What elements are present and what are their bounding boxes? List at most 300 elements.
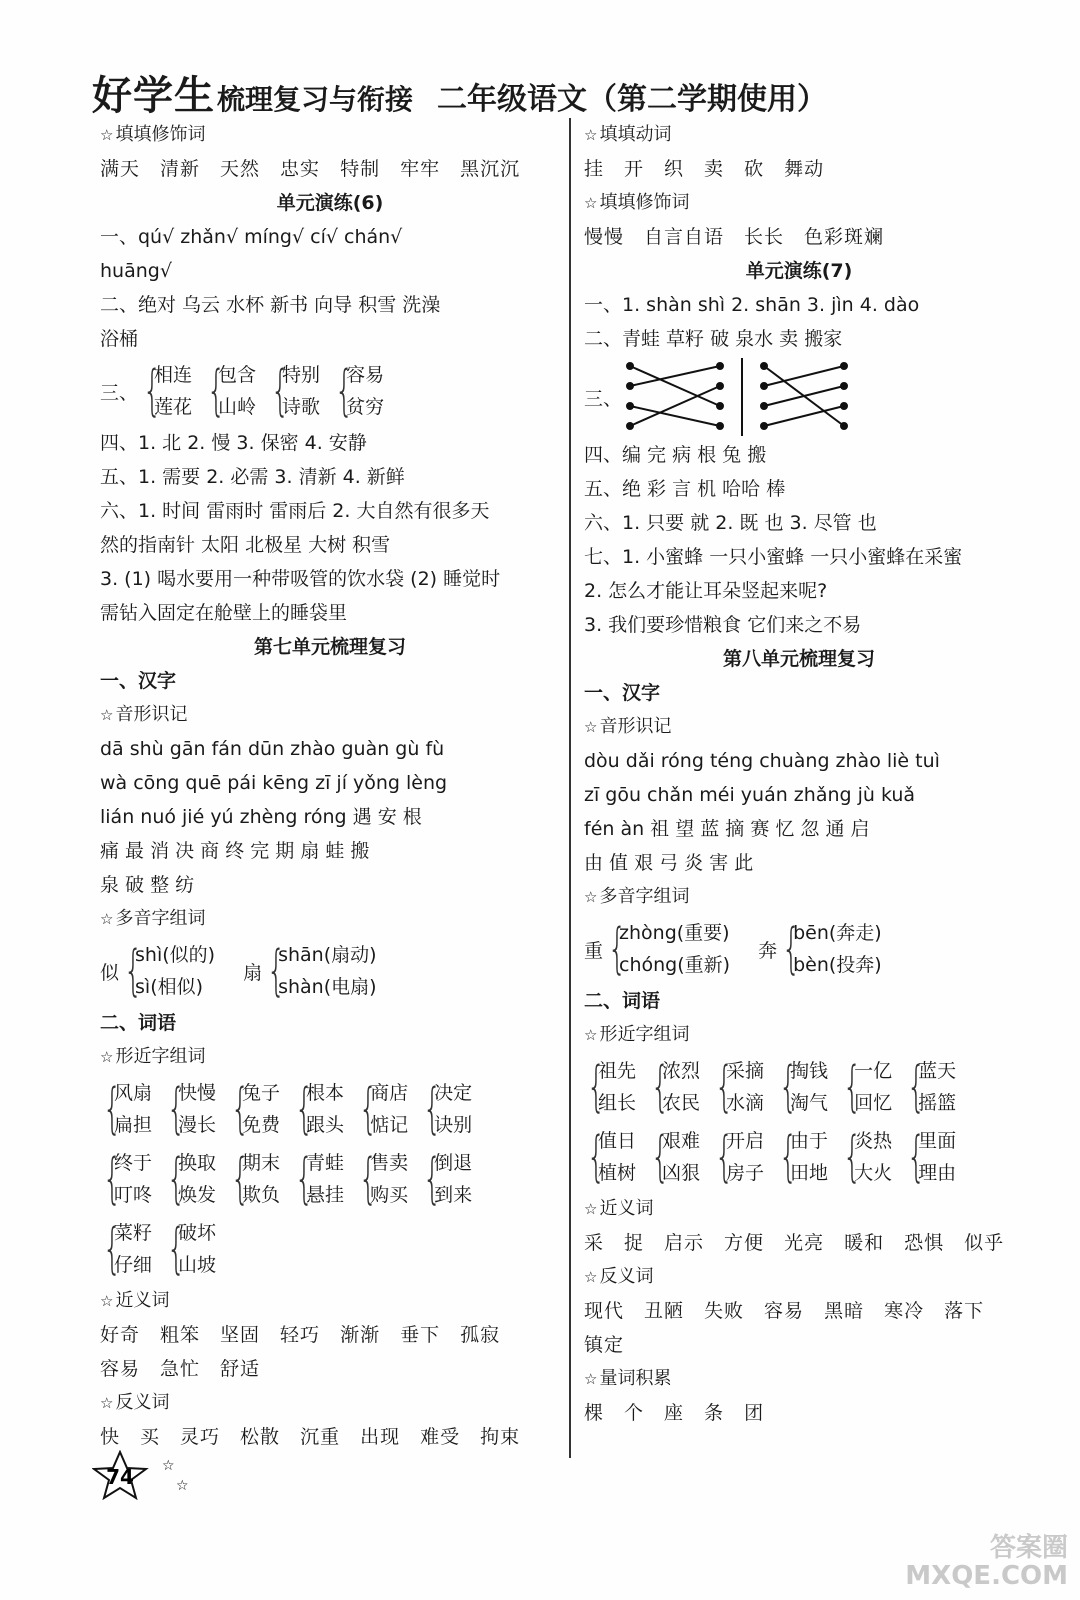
brace-icon: { — [102, 1217, 122, 1280]
pair-word: bēn(奔走) — [793, 922, 882, 944]
brace-icon: { — [714, 1125, 734, 1188]
answer-line: 3. (1) 喝水要用一种带吸管的饮水袋 (2) 睡觉时 — [100, 568, 501, 590]
word: 灵巧 — [180, 1426, 221, 1448]
word-list — [584, 1294, 1014, 1328]
pinyin-line: zī gōu chǎn méi yuán zhǎng jù kuǎ — [584, 784, 916, 806]
pair-word: 一亿 — [854, 1060, 893, 1082]
word: 坚固 — [220, 1324, 261, 1346]
word-list — [584, 1226, 1014, 1260]
pair-word: 悬挂 — [306, 1184, 345, 1206]
pair-word: 换取 — [178, 1152, 217, 1174]
char-line: 痛 最 消 决 商 终 完 期 扇 蛙 搬 — [100, 840, 370, 862]
star-icon: ☆ — [584, 126, 598, 144]
page-number: 74 — [106, 1465, 134, 1489]
pair-word: 容易 — [346, 364, 385, 386]
column-divider — [569, 118, 571, 1458]
word: 特制 — [340, 158, 381, 180]
pinyin-line: dòu dǎi róng téng chuàng zhào liè tuì — [584, 750, 940, 772]
word: 捉 — [624, 1232, 645, 1254]
pair-word: 特别 — [282, 364, 321, 386]
brand-subtitle: 梳理复习与衔接 — [217, 83, 414, 116]
unit-title: 第七单元梳理复习 — [253, 636, 406, 658]
brace-icon: { — [586, 1055, 606, 1118]
watermark-logo: 答案圈 — [989, 1533, 1068, 1563]
pair-word: 祖先 — [598, 1060, 637, 1082]
brace-icon: { — [334, 359, 354, 422]
word: 垂下 — [400, 1324, 441, 1346]
pair-word: 叮咚 — [114, 1184, 153, 1206]
word-pair — [164, 1217, 216, 1281]
word-list — [584, 1328, 1014, 1362]
brace-icon: { — [778, 1125, 798, 1188]
word: 黑暗 — [824, 1300, 865, 1322]
pinyin-line: dā shù gān fán dūn zhào guàn gù fù — [100, 738, 445, 760]
brace-icon: { — [422, 1077, 442, 1140]
star-icon: ☆ — [584, 1370, 598, 1388]
pair-word: 摇篮 — [918, 1092, 957, 1114]
brace-icon: { — [422, 1147, 442, 1210]
word: 方便 — [724, 1232, 765, 1254]
brace-groups — [100, 1144, 560, 1214]
char-line: 由 值 艰 弓 炎 害 此 — [584, 852, 754, 874]
word-pair — [712, 1125, 764, 1189]
word: 出现 — [360, 1426, 401, 1448]
brace-icon: { — [781, 917, 801, 980]
star-icon: ☆ — [584, 1268, 598, 1286]
section-heading: ☆ 反义词 — [100, 1392, 170, 1413]
word: 座 — [664, 1402, 685, 1424]
word-pair — [356, 1077, 408, 1141]
answer-line: 七、1. 小蜜蜂 一只小蜜蜂 一只小蜜蜂在采蜜 — [584, 546, 963, 568]
star-icon: ☆ — [100, 910, 114, 928]
brace-icon: { — [230, 1077, 250, 1140]
answer-line: huāng√ — [100, 260, 172, 282]
answer-line: 需钻入固定在舱壁上的睡袋里 — [100, 602, 348, 624]
star-icon: ☆ — [100, 1394, 114, 1412]
pair-word: 诗歌 — [282, 396, 321, 418]
word-pair — [840, 1055, 892, 1119]
word-pair — [904, 1055, 956, 1119]
section-heading: ☆ 音形识记 — [584, 716, 672, 737]
right-column — [584, 118, 1014, 1430]
pair-word: 山岭 — [218, 396, 257, 418]
pair-word: 农民 — [662, 1092, 701, 1114]
grade-title: 二年级语文（第二学期使用） — [437, 82, 828, 117]
brand-title: 好学生 — [92, 72, 215, 119]
pair-word: 掏钱 — [790, 1060, 829, 1082]
pair-word: 购买 — [370, 1184, 409, 1206]
word-list — [100, 1352, 560, 1386]
pair-word: 扁担 — [114, 1114, 153, 1136]
unit-title: 单元演练(6) — [276, 192, 384, 214]
word: 牢牢 — [400, 158, 441, 180]
star-icon: ☆ — [100, 706, 114, 724]
pair-word: zhòng(重要) — [619, 922, 730, 944]
section-heading: ☆ 反义词 — [584, 1266, 654, 1287]
brace-icon: { — [842, 1125, 862, 1188]
answer-line: 四、编 完 病 根 兔 搬 — [584, 444, 767, 466]
pair-word: 破坏 — [178, 1222, 217, 1244]
pair-word: 蓝天 — [918, 1060, 957, 1082]
word: 难受 — [420, 1426, 461, 1448]
pair-word: 凶狠 — [662, 1162, 701, 1184]
pair-word: 艰难 — [662, 1130, 701, 1152]
pair-word: bèn(投奔) — [793, 954, 882, 976]
word: 暖和 — [844, 1232, 885, 1254]
pair-word: 售卖 — [370, 1152, 409, 1174]
brace-row — [100, 356, 560, 426]
word: 松散 — [240, 1426, 281, 1448]
small-star-icon: ☆ — [176, 1478, 189, 1494]
word-pair — [420, 1077, 472, 1141]
section-title: 二、词语 — [584, 990, 661, 1012]
word-pair — [584, 1125, 636, 1189]
pair-word: 商店 — [370, 1082, 409, 1104]
word: 似乎 — [964, 1232, 1005, 1254]
unit-title: 单元演练(7) — [745, 260, 853, 282]
brace-icon: { — [714, 1055, 734, 1118]
section-heading: ☆ 形近字组词 — [584, 1024, 690, 1045]
polyphone-char: 奔 — [758, 939, 778, 962]
brace-icon: { — [166, 1147, 186, 1210]
word: 拘束 — [480, 1426, 521, 1448]
brace-icon: { — [142, 359, 162, 422]
word-list — [584, 220, 1014, 254]
star-icon: ☆ — [100, 126, 114, 144]
answer-line: 浴桶 — [100, 328, 139, 350]
word: 粗笨 — [160, 1324, 201, 1346]
word-pair — [140, 359, 192, 423]
word: 买 — [140, 1426, 161, 1448]
section-heading: ☆ 填填修饰词 — [100, 124, 206, 145]
brace-icon: { — [358, 1077, 378, 1140]
word: 色彩斑斓 — [804, 226, 885, 248]
pair-word: 快慢 — [178, 1082, 217, 1104]
answer-line: 五、绝 彩 言 机 哈哈 棒 — [584, 478, 786, 500]
pair-word: 浓烈 — [662, 1060, 701, 1082]
word-pair — [356, 1147, 408, 1211]
word: 条 — [704, 1402, 725, 1424]
word: 沉重 — [300, 1426, 341, 1448]
pair-word: 相连 — [154, 364, 193, 386]
pair-word: 房子 — [726, 1162, 765, 1184]
brace-icon: { — [230, 1147, 250, 1210]
word: 好奇 — [100, 1324, 141, 1346]
pair-word: 兔子 — [242, 1082, 281, 1104]
word-list — [100, 152, 560, 186]
star-icon: ☆ — [100, 1292, 114, 1310]
brace-icon: { — [266, 939, 286, 1002]
section-heading: ☆ 近义词 — [100, 1290, 170, 1311]
word-pair — [204, 359, 256, 423]
pair-word: 莲花 — [154, 396, 193, 418]
pair-word: 焕发 — [178, 1184, 217, 1206]
brace-icon: { — [270, 359, 290, 422]
pair-word: 由于 — [790, 1130, 829, 1152]
word-pair — [648, 1055, 700, 1119]
word: 渐渐 — [340, 1324, 381, 1346]
pinyin-line: lián nuó jié yú zhèng róng 遇 安 根 — [100, 806, 422, 828]
answer-line: 3. 我们要珍惜粮食 它们来之不易 — [584, 614, 862, 636]
word-pair — [164, 1077, 216, 1141]
word: 采 — [584, 1232, 605, 1254]
word: 快 — [100, 1426, 121, 1448]
word: 容易 — [100, 1358, 141, 1380]
match-line — [630, 406, 720, 426]
polyphone-char: 扇 — [243, 961, 263, 984]
star-icon: ☆ — [584, 1026, 598, 1044]
word-pair — [712, 1055, 764, 1119]
watermark — [905, 1534, 1068, 1590]
word: 织 — [664, 158, 685, 180]
pair-word: 跟头 — [306, 1114, 345, 1136]
brace-icon: { — [607, 917, 627, 980]
section-title: 一、汉字 — [584, 682, 661, 704]
brace-groups — [584, 1122, 1014, 1192]
word-pair — [100, 1147, 152, 1211]
word: 团 — [744, 1402, 765, 1424]
pair-word: 到来 — [434, 1184, 473, 1206]
pair-word: 诀别 — [434, 1114, 473, 1136]
section-heading: ☆ 量词积累 — [584, 1368, 672, 1389]
section-heading: ☆ 音形识记 — [100, 704, 188, 725]
star-icon: ☆ — [584, 888, 598, 906]
pair-word: 包含 — [218, 364, 257, 386]
brace-icon: { — [906, 1125, 926, 1188]
brace-groups — [100, 1214, 560, 1284]
word: 自言自语 — [644, 226, 725, 248]
word-pair — [648, 1125, 700, 1189]
star-icon: ☆ — [584, 194, 598, 212]
word-pair — [292, 1077, 344, 1141]
word: 舒适 — [220, 1358, 261, 1380]
pair-word: 根本 — [306, 1082, 345, 1104]
brace-icon: { — [586, 1125, 606, 1188]
word: 现代 — [584, 1300, 625, 1322]
word: 满天 — [100, 158, 141, 180]
answer-line: 然的指南针 太阳 北极星 大树 积雪 — [100, 534, 391, 556]
unit-title: 第八单元梳理复习 — [722, 648, 875, 670]
match-line — [630, 366, 720, 386]
word-pair — [100, 939, 215, 1003]
word-pair — [776, 1055, 828, 1119]
word-pair — [292, 1147, 344, 1211]
word-list — [584, 152, 1014, 186]
word: 个 — [624, 1402, 645, 1424]
pair-word: shì(似的) — [135, 944, 216, 966]
brace-icon: { — [294, 1147, 314, 1210]
star-icon: ☆ — [584, 1200, 598, 1218]
brace-icon: { — [358, 1147, 378, 1210]
word-pair — [243, 939, 376, 1003]
pair-word: 水滴 — [726, 1092, 765, 1114]
pair-word: 菜籽 — [114, 1222, 153, 1244]
pair-word: 终于 — [114, 1152, 153, 1174]
match-line — [764, 386, 844, 406]
pair-word: 漫长 — [178, 1114, 217, 1136]
pair-word: 决定 — [434, 1082, 473, 1104]
word-pair — [228, 1147, 280, 1211]
answer-line: 一、1. shàn shì 2. shān 3. jìn 4. dào — [584, 294, 920, 316]
polyphone-row — [100, 936, 560, 1006]
pair-word: 欺负 — [242, 1184, 281, 1206]
word: 启示 — [664, 1232, 705, 1254]
answer-line: 六、1. 只要 就 2. 既 也 3. 尽管 也 — [584, 512, 877, 534]
question-label: 三、 — [100, 381, 139, 404]
word-pair — [584, 1055, 636, 1119]
page-number-star — [92, 1450, 192, 1500]
polyphone-char: 似 — [100, 961, 120, 984]
polyphone-row — [584, 914, 1014, 984]
word-pair — [100, 1217, 152, 1281]
brace-icon: { — [778, 1055, 798, 1118]
char-line: 泉 破 整 纺 — [100, 874, 195, 896]
star-icon: ☆ — [584, 718, 598, 736]
pair-word: 采摘 — [726, 1060, 765, 1082]
answer-line: 2. 怎么才能让耳朵竖起来呢? — [584, 580, 828, 602]
pair-word: chóng(重新) — [619, 954, 731, 976]
brace-icon: { — [166, 1077, 186, 1140]
brace-icon: { — [842, 1055, 862, 1118]
word-list — [100, 1420, 560, 1454]
pair-word: 仔细 — [114, 1254, 153, 1276]
pair-word: 淘气 — [790, 1092, 829, 1114]
pair-word: 开启 — [726, 1130, 765, 1152]
pair-word: 植树 — [598, 1162, 637, 1184]
watermark-url: MXQE.COM — [905, 1561, 1068, 1591]
pair-word: 期末 — [242, 1152, 281, 1174]
word-pair — [164, 1147, 216, 1211]
section-title: 一、汉字 — [100, 670, 177, 692]
pair-word: 大火 — [854, 1162, 893, 1184]
answer-line: 五、1. 需要 2. 必需 3. 清新 4. 新鲜 — [100, 466, 405, 488]
small-star-icon: ☆ — [162, 1458, 175, 1474]
section-heading: ☆ 多音字组词 — [584, 886, 690, 907]
pair-word: 理由 — [918, 1162, 957, 1184]
answer-line: 六、1. 时间 雷雨时 雷雨后 2. 大自然有很多天 — [100, 500, 490, 522]
word: 砍 — [744, 158, 765, 180]
word: 棵 — [584, 1402, 605, 1424]
word: 黑沉沉 — [460, 158, 521, 180]
match-line — [630, 366, 720, 406]
pair-word: 惦记 — [370, 1114, 409, 1136]
word-pair — [420, 1147, 472, 1211]
pair-word: 里面 — [918, 1130, 957, 1152]
section-heading: ☆ 填填动词 — [584, 124, 672, 145]
section-heading: ☆ 形近字组词 — [100, 1046, 206, 1067]
word: 失败 — [704, 1300, 745, 1322]
word: 落下 — [944, 1300, 985, 1322]
page-header — [92, 64, 852, 119]
word: 孤寂 — [460, 1324, 501, 1346]
word-list — [584, 1396, 1014, 1430]
star-icon: ☆ — [100, 1048, 114, 1066]
matching-lines — [624, 356, 854, 438]
brace-icon: { — [166, 1217, 186, 1280]
brace-icon: { — [102, 1077, 122, 1140]
left-column — [100, 118, 560, 1454]
brace-groups — [140, 359, 396, 423]
pair-word: 倒退 — [434, 1152, 473, 1174]
pinyin-line: wà cōng quē pái kēng zī jí yǒng lèng — [100, 772, 448, 794]
pair-word: shàn(电扇) — [278, 976, 377, 998]
page-footer — [92, 1450, 192, 1500]
section-heading: ☆ 填填修饰词 — [584, 192, 690, 213]
brace-icon: { — [906, 1055, 926, 1118]
word: 慢慢 — [584, 226, 625, 248]
answer-line: 四、1. 北 2. 慢 3. 保密 4. 安静 — [100, 432, 367, 454]
word-pair — [228, 1077, 280, 1141]
word: 开 — [624, 158, 645, 180]
answer-line: 一、qú√ zhǎn√ míng√ cí√ chán√ — [100, 226, 403, 248]
pair-word: 炎热 — [854, 1130, 893, 1152]
pair-word: 田地 — [790, 1162, 829, 1184]
word: 长长 — [744, 226, 785, 248]
pair-word: 风扇 — [114, 1082, 153, 1104]
word: 寒冷 — [884, 1300, 925, 1322]
pair-word: 山坡 — [178, 1254, 217, 1276]
word-pair — [268, 359, 320, 423]
word: 急忙 — [160, 1358, 201, 1380]
pinyin-line: fén àn 祖 望 蓝 摘 赛 忆 忽 通 启 — [584, 818, 870, 840]
pair-word: 回忆 — [854, 1092, 893, 1114]
word: 卖 — [704, 158, 725, 180]
word: 恐惧 — [904, 1232, 945, 1254]
word: 光亮 — [784, 1232, 825, 1254]
word-pair — [584, 917, 730, 981]
brace-icon: { — [206, 359, 226, 422]
pair-word: sì(相似) — [135, 976, 204, 998]
brace-icon: { — [650, 1055, 670, 1118]
pair-word: 组长 — [598, 1092, 637, 1114]
word-pair — [332, 359, 384, 423]
section-title: 二、词语 — [100, 1012, 177, 1034]
word: 忠实 — [280, 158, 321, 180]
pair-word: shān(扇动) — [278, 944, 377, 966]
matching-diagram — [584, 356, 1014, 438]
pair-word: 免费 — [242, 1114, 281, 1136]
pair-word: 值日 — [598, 1130, 637, 1152]
pair-word: 青蛙 — [306, 1152, 345, 1174]
section-heading: ☆ 近义词 — [584, 1198, 654, 1219]
polyphone-char: 重 — [584, 939, 604, 962]
word: 天然 — [220, 158, 261, 180]
word-pair — [776, 1125, 828, 1189]
word: 清新 — [160, 158, 201, 180]
brace-groups — [584, 1052, 1014, 1122]
pair-word: 贫穷 — [346, 396, 385, 418]
word: 舞动 — [784, 158, 825, 180]
section-heading: ☆ 多音字组词 — [100, 908, 206, 929]
word-pair — [758, 917, 882, 981]
word: 挂 — [584, 158, 605, 180]
answer-line: 二、绝对 乌云 水杯 新书 向导 积雪 洗澡 — [100, 294, 441, 316]
brace-icon: { — [102, 1147, 122, 1210]
answer-line: 二、青蛙 草籽 破 泉水 卖 搬家 — [584, 328, 843, 350]
word: 镇定 — [584, 1334, 625, 1356]
word: 容易 — [764, 1300, 805, 1322]
match-line — [630, 386, 720, 426]
word-pair — [100, 1077, 152, 1141]
question-label: 三、 — [584, 387, 623, 410]
word-pair — [904, 1125, 956, 1189]
word: 轻巧 — [280, 1324, 321, 1346]
brace-icon: { — [294, 1077, 314, 1140]
word-pair — [840, 1125, 892, 1189]
brace-groups — [100, 1074, 560, 1144]
brace-icon: { — [123, 939, 143, 1002]
word-list — [100, 1318, 560, 1352]
